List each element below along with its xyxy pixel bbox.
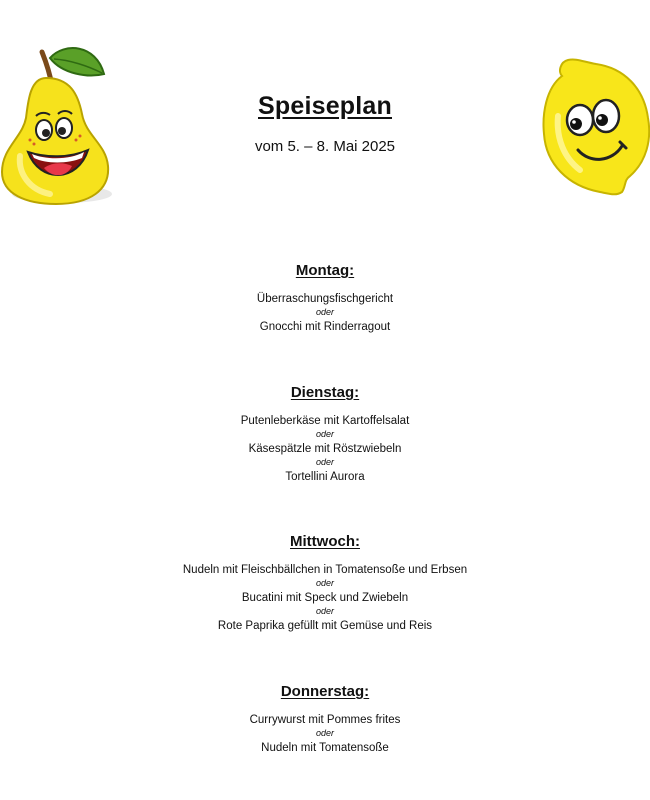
day-title: Montag: [295, 262, 355, 279]
dish-item: Currywurst mit Pommes frites [249, 714, 401, 726]
dish-item: Gnocchi mit Rinderragout [259, 321, 391, 333]
dish-item: Nudeln mit Tomatensoße [261, 742, 389, 754]
separator-oder: oder [315, 429, 334, 439]
dish-item: Überraschungsfischgericht [256, 293, 394, 305]
dish-item: Nudeln mit Fleischbällchen in Tomatensoße und Erbsen [182, 564, 468, 576]
dish-item: Putenleberkäse mit Kartoffelsalat [240, 415, 410, 427]
day-section-donnerstag [0, 683, 650, 755]
day-title: Mittwoch: [290, 533, 360, 550]
date-range: vom 5. – 8. Mai 2025 [254, 138, 396, 155]
day-section-montag [0, 262, 650, 334]
dish-item: Rote Paprika gefüllt mit Gemüse und Reis [217, 620, 433, 632]
separator-oder: oder [315, 606, 334, 616]
page-title: Speiseplan [258, 92, 392, 120]
dish-item: Bucatini mit Speck und Zwiebeln [241, 592, 409, 604]
separator-oder: oder [315, 307, 334, 317]
separator-oder: oder [315, 728, 334, 738]
dish-item: Käsespätzle mit Röstzwiebeln [248, 443, 402, 455]
pear-mascot-icon [0, 44, 118, 206]
separator-oder: oder [315, 457, 334, 467]
day-section-dienstag [0, 384, 650, 484]
day-title: Donnerstag: [280, 683, 370, 700]
day-section-mittwoch [0, 533, 650, 633]
separator-oder: oder [315, 578, 334, 588]
lemon-mascot-icon [540, 54, 650, 196]
dish-item: Tortellini Aurora [285, 471, 365, 483]
day-title: Dienstag: [290, 384, 360, 401]
